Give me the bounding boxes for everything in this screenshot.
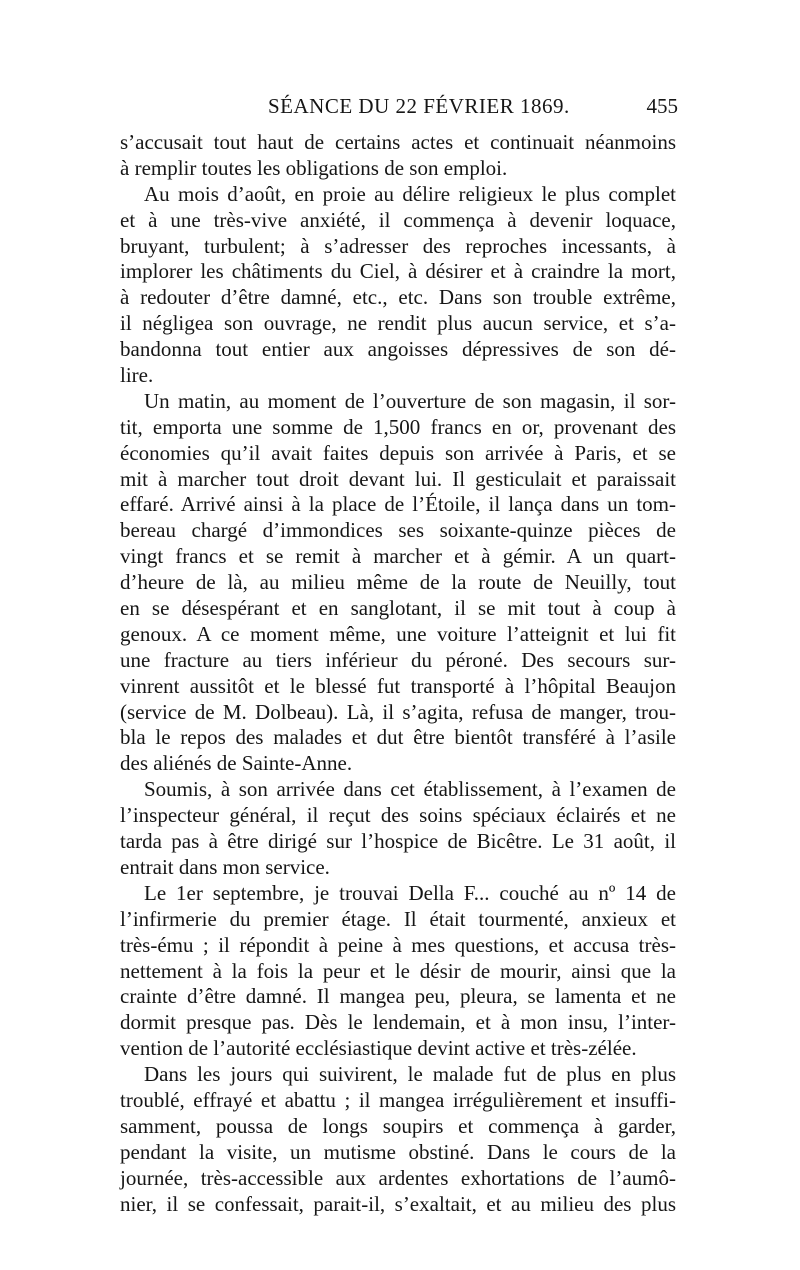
text-line: vention de l’autorité ecclésiastique devint active et très-zélée.	[120, 1036, 637, 1061]
text-line: (service de M. Dolbeau). Là, il s’agita, refusa de manger, trou-	[120, 699, 676, 724]
text-line: samment, poussa de longs soupirs et commença à garder,	[120, 1113, 676, 1138]
text-line: bla le repos des malades et dut être bientôt transféré à l’asile	[120, 725, 676, 750]
text-line: crainte d’être damné. Il mangea peu, pleura, se lamenta et ne	[120, 984, 676, 1009]
text-line: et à une très-vive anxiété, il commença à devenir loquace,	[120, 207, 676, 232]
text-line: troublé, effrayé et abattu ; il mangea irrégulièrement et insuffi-	[120, 1087, 676, 1112]
text-line: très-ému ; il répondit à peine à mes questions, et accusa très-	[120, 932, 676, 957]
text-line: à redouter d’être damné, etc., etc. Dans son trouble extrême,	[120, 285, 676, 310]
header-title: SÉANCE DU 22 FÉVRIER 1869.	[268, 94, 570, 118]
text-line: dormit presque pas. Dès le lendemain, et à mon insu, l’inter-	[120, 1010, 676, 1035]
text-line: Dans les jours qui suivirent, le malade fut de plus en plus	[144, 1062, 676, 1087]
text-line: d’heure de là, au milieu même de la route de Neuilly, tout	[120, 570, 676, 595]
text-line: bandonna tout entier aux angoisses dépressives de son dé-	[120, 337, 676, 362]
text-line: des aliénés de Sainte-Anne.	[120, 751, 353, 776]
text-line: entrait dans mon service.	[120, 854, 330, 879]
text-line: vingt francs et se remit à marcher et à gémir. A un quart-	[120, 544, 676, 569]
text-line: il négligea son ouvrage, ne rendit plus aucun service, et s’a-	[120, 311, 676, 336]
text-line: implorer les châtiments du Ciel, à désirer et à craindre la mort,	[120, 259, 676, 284]
text-line: lire.	[120, 363, 154, 388]
text-line: à remplir toutes les obligations de son emploi.	[120, 155, 508, 180]
text-line: l’infirmerie du premier étage. Il était tourmenté, anxieux et	[120, 906, 676, 931]
text-line: nettement à la fois la peur et le désir de mourir, ainsi que la	[120, 958, 676, 983]
text-line: s’accusait tout haut de certains actes et continuait néanmoins	[120, 130, 676, 154]
text-line: bereau chargé d’immondices ses soixante-quinze pièces de	[120, 518, 676, 543]
text-line: genoux. A ce moment même, une voiture l’atteignit et lui fit	[120, 621, 676, 646]
body-text	[120, 130, 676, 1217]
text-line: en se désespérant et en sanglotant, il se mit tout à coup à	[120, 596, 676, 621]
text-line: économies qu’il avait faites depuis son arrivée à Paris, et se	[120, 440, 676, 465]
page-number: 455	[646, 94, 678, 118]
text-line: mit à marcher tout droit devant lui. Il gesticulait et paraissait	[120, 466, 676, 491]
text-line: Le 1er septembre, je trouvai Della F... couché au nº 14 de	[144, 880, 676, 905]
text-line: Au mois d’août, en proie au délire religieux le plus complet	[144, 181, 676, 206]
text-line: bruyant, turbulent; à s’adresser des reproches incessants, à	[120, 233, 676, 258]
text-line: l’inspecteur général, il reçut des soins spéciaux éclairés et ne	[120, 803, 676, 828]
text-line: tit, emporta une somme de 1,500 francs en or, provenant des	[120, 414, 676, 439]
text-line: pendant la visite, un mutisme obstiné. Dans le cours de la	[120, 1139, 676, 1164]
text-line: Soumis, à son arrivée dans cet établissement, à l’examen de	[144, 777, 676, 802]
text-line: Un matin, au moment de l’ouverture de son magasin, il sor-	[144, 388, 676, 413]
text-line: vinrent aussitôt et le blessé fut transporté à l’hôpital Beaujon	[120, 673, 676, 698]
text-line: journée, très-accessible aux ardentes exhortations de l’aumô-	[120, 1165, 676, 1190]
text-line: tarda pas à être dirigé sur l’hospice de Bicêtre. Le 31 août, il	[120, 829, 676, 854]
running-header	[118, 90, 678, 130]
text-line: nier, il se confessait, parait-il, s’exaltait, et au milieu des plus	[120, 1191, 676, 1216]
text-line: effaré. Arrivé ainsi à la place de l’Étoile, il lança dans un tom-	[120, 492, 676, 517]
text-line: une fracture au tiers inférieur du péroné. Des secours sur-	[120, 647, 676, 672]
